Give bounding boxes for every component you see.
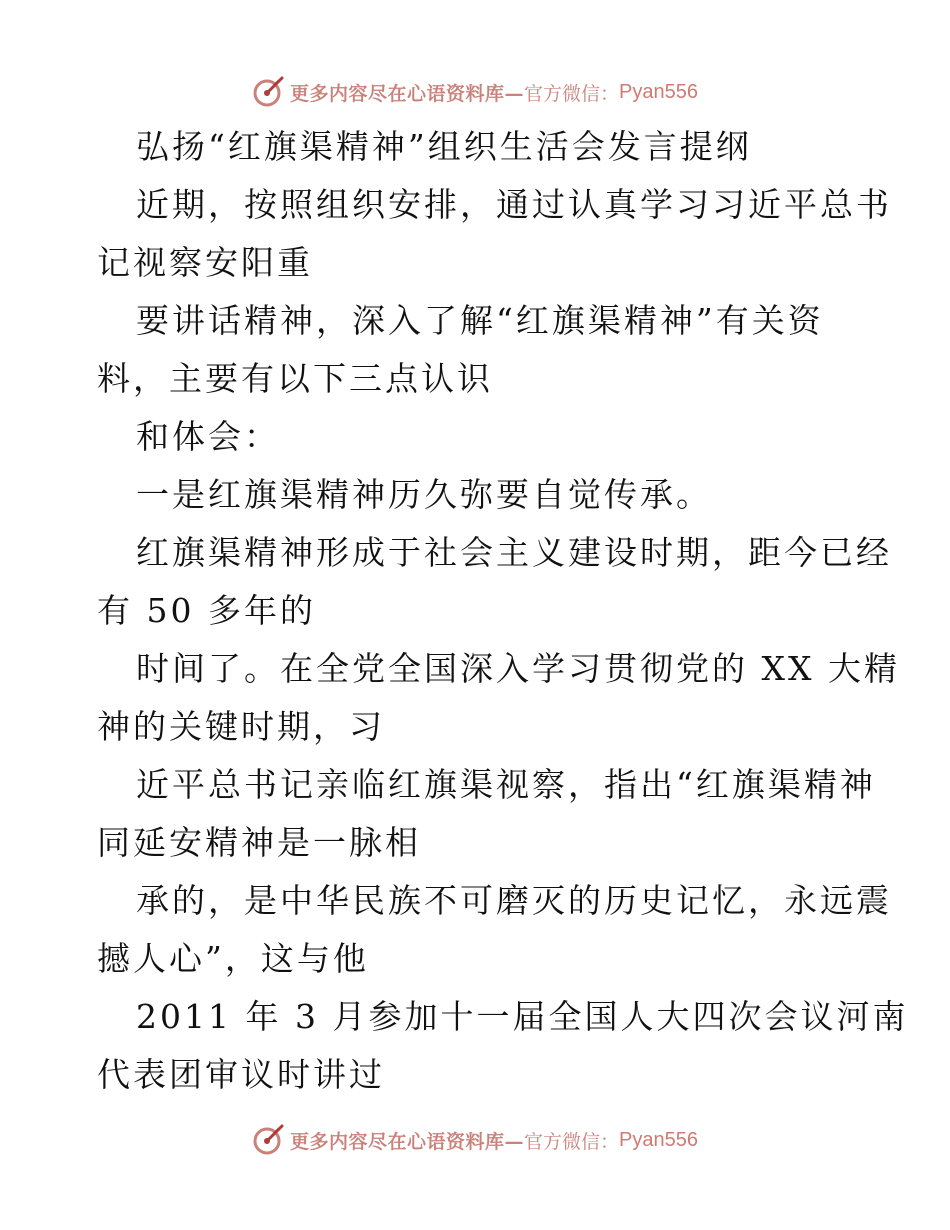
text-line: 弘扬“红旗渠精神”组织生活会发言提纲 [136, 127, 752, 166]
text-line: 近期，按照组织安排，通过认真学习习近平总书 [136, 185, 892, 224]
text-line: 要讲话精神，深入了解“红旗渠精神”有关资 [136, 301, 824, 340]
text-line: 料，主要有以下三点认识 [97, 359, 493, 398]
document-body [97, 118, 909, 1104]
banner-main-text: 更多内容尽在心语资料库— [290, 1130, 525, 1153]
banner-wechat-label: 官方微信： [524, 82, 620, 105]
quill-circle-logo-icon [252, 75, 286, 109]
footer-watermark-banner [0, 1120, 950, 1160]
text-line: 红旗渠精神形成于社会主义建设时期，距今已经 [136, 533, 892, 572]
text-line: 2011 年 3 月参加十一届全国人大四次会议河南 [136, 997, 909, 1036]
text-line: 承的，是中华民族不可磨灭的历史记忆，永远震 [136, 881, 892, 920]
text-line: 和体会： [136, 417, 280, 456]
banner-main-text: 更多内容尽在心语资料库— [290, 82, 525, 105]
text-line: 代表团审议时讲过 [97, 1055, 385, 1094]
text-line: 近平总书记亲临红旗渠视察，指出“红旗渠精神 [136, 765, 876, 804]
banner-wechat-label: 官方微信： [524, 1130, 620, 1153]
text-line: 时间了。在全党全国深入学习贯彻党的 XX 大精 [136, 649, 900, 688]
text-line: 撼人心”，这与他 [97, 939, 369, 978]
text-line: 同延安精神是一脉相 [97, 823, 421, 862]
text-line: 一是红旗渠精神历久弥要自觉传承。 [136, 475, 712, 514]
text-line: 记视察安阳重 [97, 243, 313, 282]
banner-wechat-id: Pyan556 [619, 80, 698, 103]
text-line: 有 50 多年的 [97, 591, 316, 630]
text-line: 神的关键时期，习 [97, 707, 385, 746]
header-watermark-banner [0, 72, 950, 112]
quill-circle-logo-icon [252, 1123, 286, 1157]
banner-wechat-id: Pyan556 [619, 1128, 698, 1151]
